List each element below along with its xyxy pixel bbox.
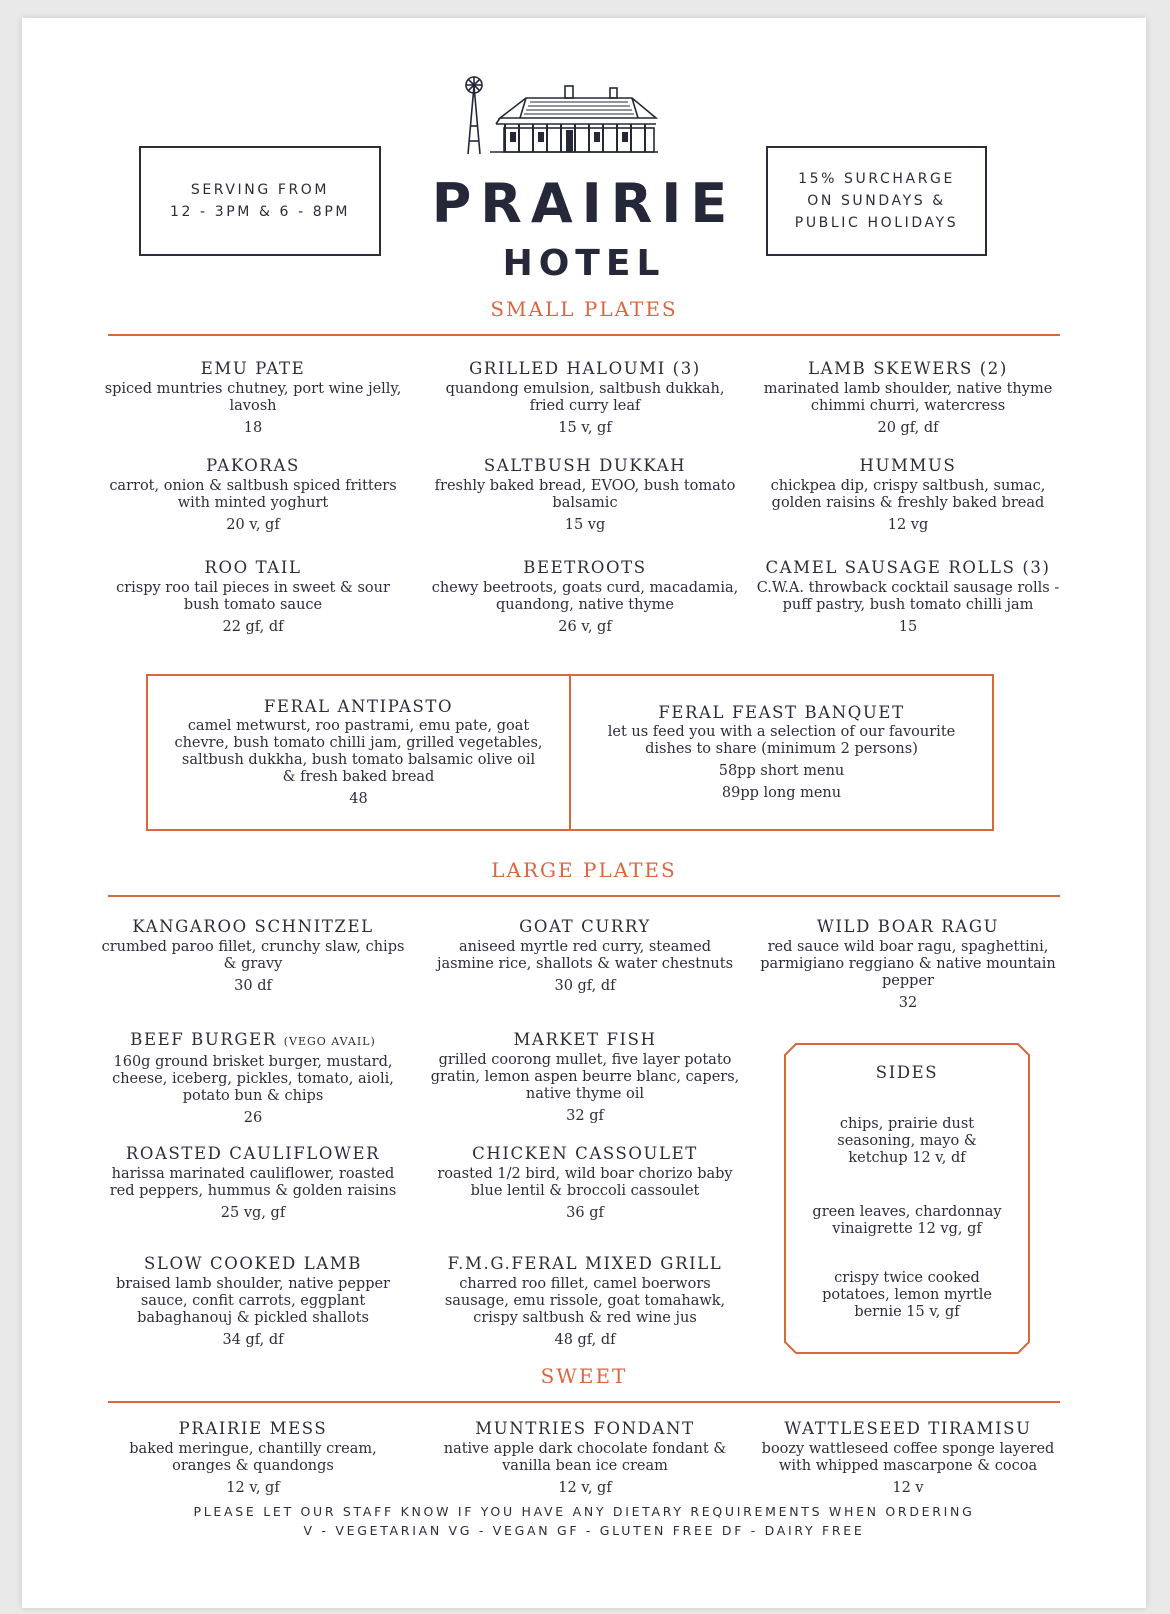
item-price: 15 vg (564, 517, 606, 533)
item-name: CAMEL SAUSAGE ROLLS (3) (765, 558, 1051, 577)
item-price: 12 v, gf (558, 1480, 612, 1496)
item-price: 34 gf, df (222, 1332, 284, 1348)
item-name: FERAL ANTIPASTO (263, 697, 454, 716)
item-desc: freshly baked bread, EVOO, bush tomato balsamic (434, 478, 736, 511)
item-name: FERAL FEAST BANQUET (658, 703, 905, 722)
section-title-sweet: SWEET (540, 1364, 628, 1388)
item-desc: carrot, onion & saltbush spiced fritters with minted yoghurt (109, 478, 397, 511)
menu-item (430, 1418, 740, 1497)
menu-item (430, 1029, 740, 1125)
feral-feast-banquet-box (569, 674, 994, 831)
logo-word-hotel: HOTEL (502, 243, 666, 284)
item-price: 32 gf (566, 1108, 604, 1124)
divider (108, 1401, 1060, 1403)
item-price: 18 (243, 420, 263, 436)
surcharge-box (766, 146, 987, 256)
item-name: PRAIRIE MESS (178, 1419, 328, 1438)
item-name: ROASTED CAULIFLOWER (125, 1144, 381, 1163)
item-desc: roasted 1/2 bird, wild boar chorizo baby blue lentil & broccoli cassoulet (437, 1166, 733, 1199)
item-desc: spiced muntries chutney, port wine jelly, lavosh (104, 381, 402, 414)
menu-item (430, 557, 740, 636)
item-desc: chewy beetroots, goats curd, macadamia, quandong, native thyme (431, 580, 739, 613)
item-desc: aniseed myrtle red curry, steamed jasmine rice, shallots & water chestnuts (436, 939, 734, 972)
item-name: MARKET FISH (513, 1030, 657, 1049)
item-name (98, 1029, 408, 1053)
item-price: 15 (898, 619, 918, 635)
menu-item (430, 455, 740, 534)
item-price: 32 (898, 995, 918, 1011)
item-price: 22 gf, df (222, 619, 284, 635)
surcharge-line1: 15% SURCHARGE (798, 171, 955, 187)
item-price: 26 (243, 1110, 263, 1126)
item-price: 48 (349, 791, 368, 807)
item-price: 12 v (892, 1480, 924, 1496)
item-name: HUMMUS (859, 456, 957, 475)
logo-word-prairie: PRAIRIE (431, 172, 737, 235)
menu-item (753, 358, 1063, 437)
menu-item (98, 358, 408, 437)
item-name: MUNTRIES FONDANT (475, 1419, 695, 1438)
item-price: 58pp short menu (718, 763, 845, 779)
item-desc: quandong emulsion, saltbush dukkah, fried curry leaf (445, 381, 725, 414)
item-desc: camel metwurst, roo pastrami, emu pate, goat chevre, bush tomato chilli jam, grilled vegetables, saltbush dukkha, bush tomato balsamic olive oil & fresh baked bread (174, 718, 543, 785)
item-note: (VEGO AVAIL) (283, 1035, 376, 1048)
side-item: crispy twice cooked potatoes, lemon myrtle bernie 15 v, gf (822, 1270, 992, 1320)
item-name: ROO TAIL (204, 558, 302, 577)
side-item: green leaves, chardonnay vinaigrette 12 vg, gf (812, 1204, 1002, 1237)
item-name: PAKORAS (206, 456, 300, 475)
item-desc: native apple dark chocolate fondant & vanilla bean ice cream (443, 1441, 727, 1474)
menu-item (430, 1143, 740, 1222)
menu-item (98, 1253, 408, 1349)
item-name: WILD BOAR RAGU (816, 917, 1000, 936)
item-price: 48 gf, df (554, 1332, 616, 1348)
item-desc: crispy roo tail pieces in sweet & sour bush tomato sauce (116, 580, 390, 613)
item-desc: marinated lamb shoulder, native thyme chimmi churri, watercress (763, 381, 1053, 414)
menu-item (430, 1253, 740, 1349)
item-name: F.M.G.FERAL MIXED GRILL (447, 1254, 723, 1273)
item-desc: baked meringue, chantilly cream, oranges & quandongs (129, 1441, 377, 1474)
menu-item (753, 557, 1063, 636)
menu-item (430, 916, 740, 995)
surcharge-line2: ON SUNDAYS & (807, 193, 946, 209)
item-price: 36 gf (566, 1205, 604, 1221)
item-name: GRILLED HALOUMI (3) (469, 359, 701, 378)
menu-item (753, 1418, 1063, 1497)
item-price: 25 vg, gf (220, 1205, 286, 1221)
item-name: EMU PATE (200, 359, 306, 378)
item-name: SALTBUSH DUKKAH (483, 456, 687, 475)
sides-box (784, 1043, 1030, 1354)
divider (108, 334, 1060, 336)
sides-title: SIDES (875, 1063, 939, 1082)
menu-item (98, 557, 408, 636)
item-price: 89pp long menu (721, 785, 842, 801)
item-desc: braised lamb shoulder, native pepper sauce, confit carrots, eggplant babaghanouj & pickled shallots (115, 1276, 390, 1326)
menu-item (430, 358, 740, 437)
serving-hours-line2: 12 - 3PM & 6 - 8PM (169, 204, 351, 220)
item-desc: grilled coorong mullet, five layer potato gratin, lemon aspen beurre blanc, capers, native thyme oil (430, 1052, 740, 1102)
item-desc: crumbed paroo fillet, crunchy slaw, chips & gravy (101, 939, 405, 972)
item-price: 20 gf, df (877, 420, 939, 436)
item-name: KANGAROO SCHNITZEL (132, 917, 374, 936)
item-name: WATTLESEED TIRAMISU (784, 1419, 1032, 1438)
item-desc: boozy wattleseed coffee sponge layered with whipped mascarpone & cocoa (761, 1441, 1055, 1474)
item-name: CHICKEN CASSOULET (472, 1144, 698, 1163)
menu-item (98, 1029, 408, 1127)
feral-antipasto-box (146, 674, 571, 831)
menu-item (98, 916, 408, 995)
dietary-legend: V - VEGETARIAN VG - VEGAN GF - GLUTEN FREE DF - DAIRY FREE (303, 1523, 865, 1538)
item-name: SLOW COOKED LAMB (143, 1254, 362, 1273)
side-item: chips, prairie dust seasoning, mayo & ketchup 12 v, df (837, 1116, 977, 1166)
item-price: 12 vg (887, 517, 929, 533)
menu-page (22, 18, 1146, 1608)
menu-item (98, 455, 408, 534)
item-price: 15 v, gf (558, 420, 612, 436)
hotel-building-icon (460, 76, 660, 156)
item-name: LAMB SKEWERS (2) (808, 359, 1008, 378)
divider (108, 895, 1060, 897)
item-price: 26 v, gf (558, 619, 612, 635)
item-price: 30 gf, df (554, 978, 616, 994)
menu-item (753, 455, 1063, 534)
item-desc: charred roo fillet, camel boerwors sausage, emu rissole, goat tomahawk, crispy saltbush & red wine jus (444, 1276, 726, 1326)
item-name-text: BEEF BURGER (130, 1030, 277, 1049)
item-desc: red sauce wild boar ragu, spaghettini, parmigiano reggiano & native mountain pepper (760, 939, 1056, 989)
menu-item (98, 1143, 408, 1222)
item-desc: chickpea dip, crispy saltbush, sumac, golden raisins & freshly baked bread (770, 478, 1046, 511)
item-desc: let us feed you with a selection of our favourite dishes to share (minimum 2 persons) (607, 724, 956, 757)
item-price: 12 v, gf (226, 1480, 280, 1496)
item-desc: 160g ground brisket burger, mustard, cheese, iceberg, pickles, tomato, aioli, potato bun & chips (112, 1054, 394, 1104)
item-name: BEETROOTS (523, 558, 647, 577)
menu-item (753, 916, 1063, 1012)
serving-hours-line1: SERVING FROM (190, 182, 330, 198)
section-title-large-plates: LARGE PLATES (491, 858, 677, 882)
item-price: 30 df (234, 978, 272, 994)
serving-hours-box (139, 146, 381, 256)
surcharge-line3: PUBLIC HOLIDAYS (794, 215, 959, 231)
item-name: GOAT CURRY (519, 917, 651, 936)
section-title-small-plates: SMALL PLATES (490, 297, 678, 321)
dietary-note: PLEASE LET OUR STAFF KNOW IF YOU HAVE ANY DIETARY REQUIREMENTS WHEN ORDERING (193, 1504, 975, 1519)
item-desc: harissa marinated cauliflower, roasted red peppers, hummus & golden raisins (109, 1166, 397, 1199)
menu-item (98, 1418, 408, 1497)
item-price: 20 v, gf (226, 517, 280, 533)
item-desc: C.W.A. throwback cocktail sausage rolls - puff pastry, bush tomato chilli jam (756, 580, 1060, 613)
